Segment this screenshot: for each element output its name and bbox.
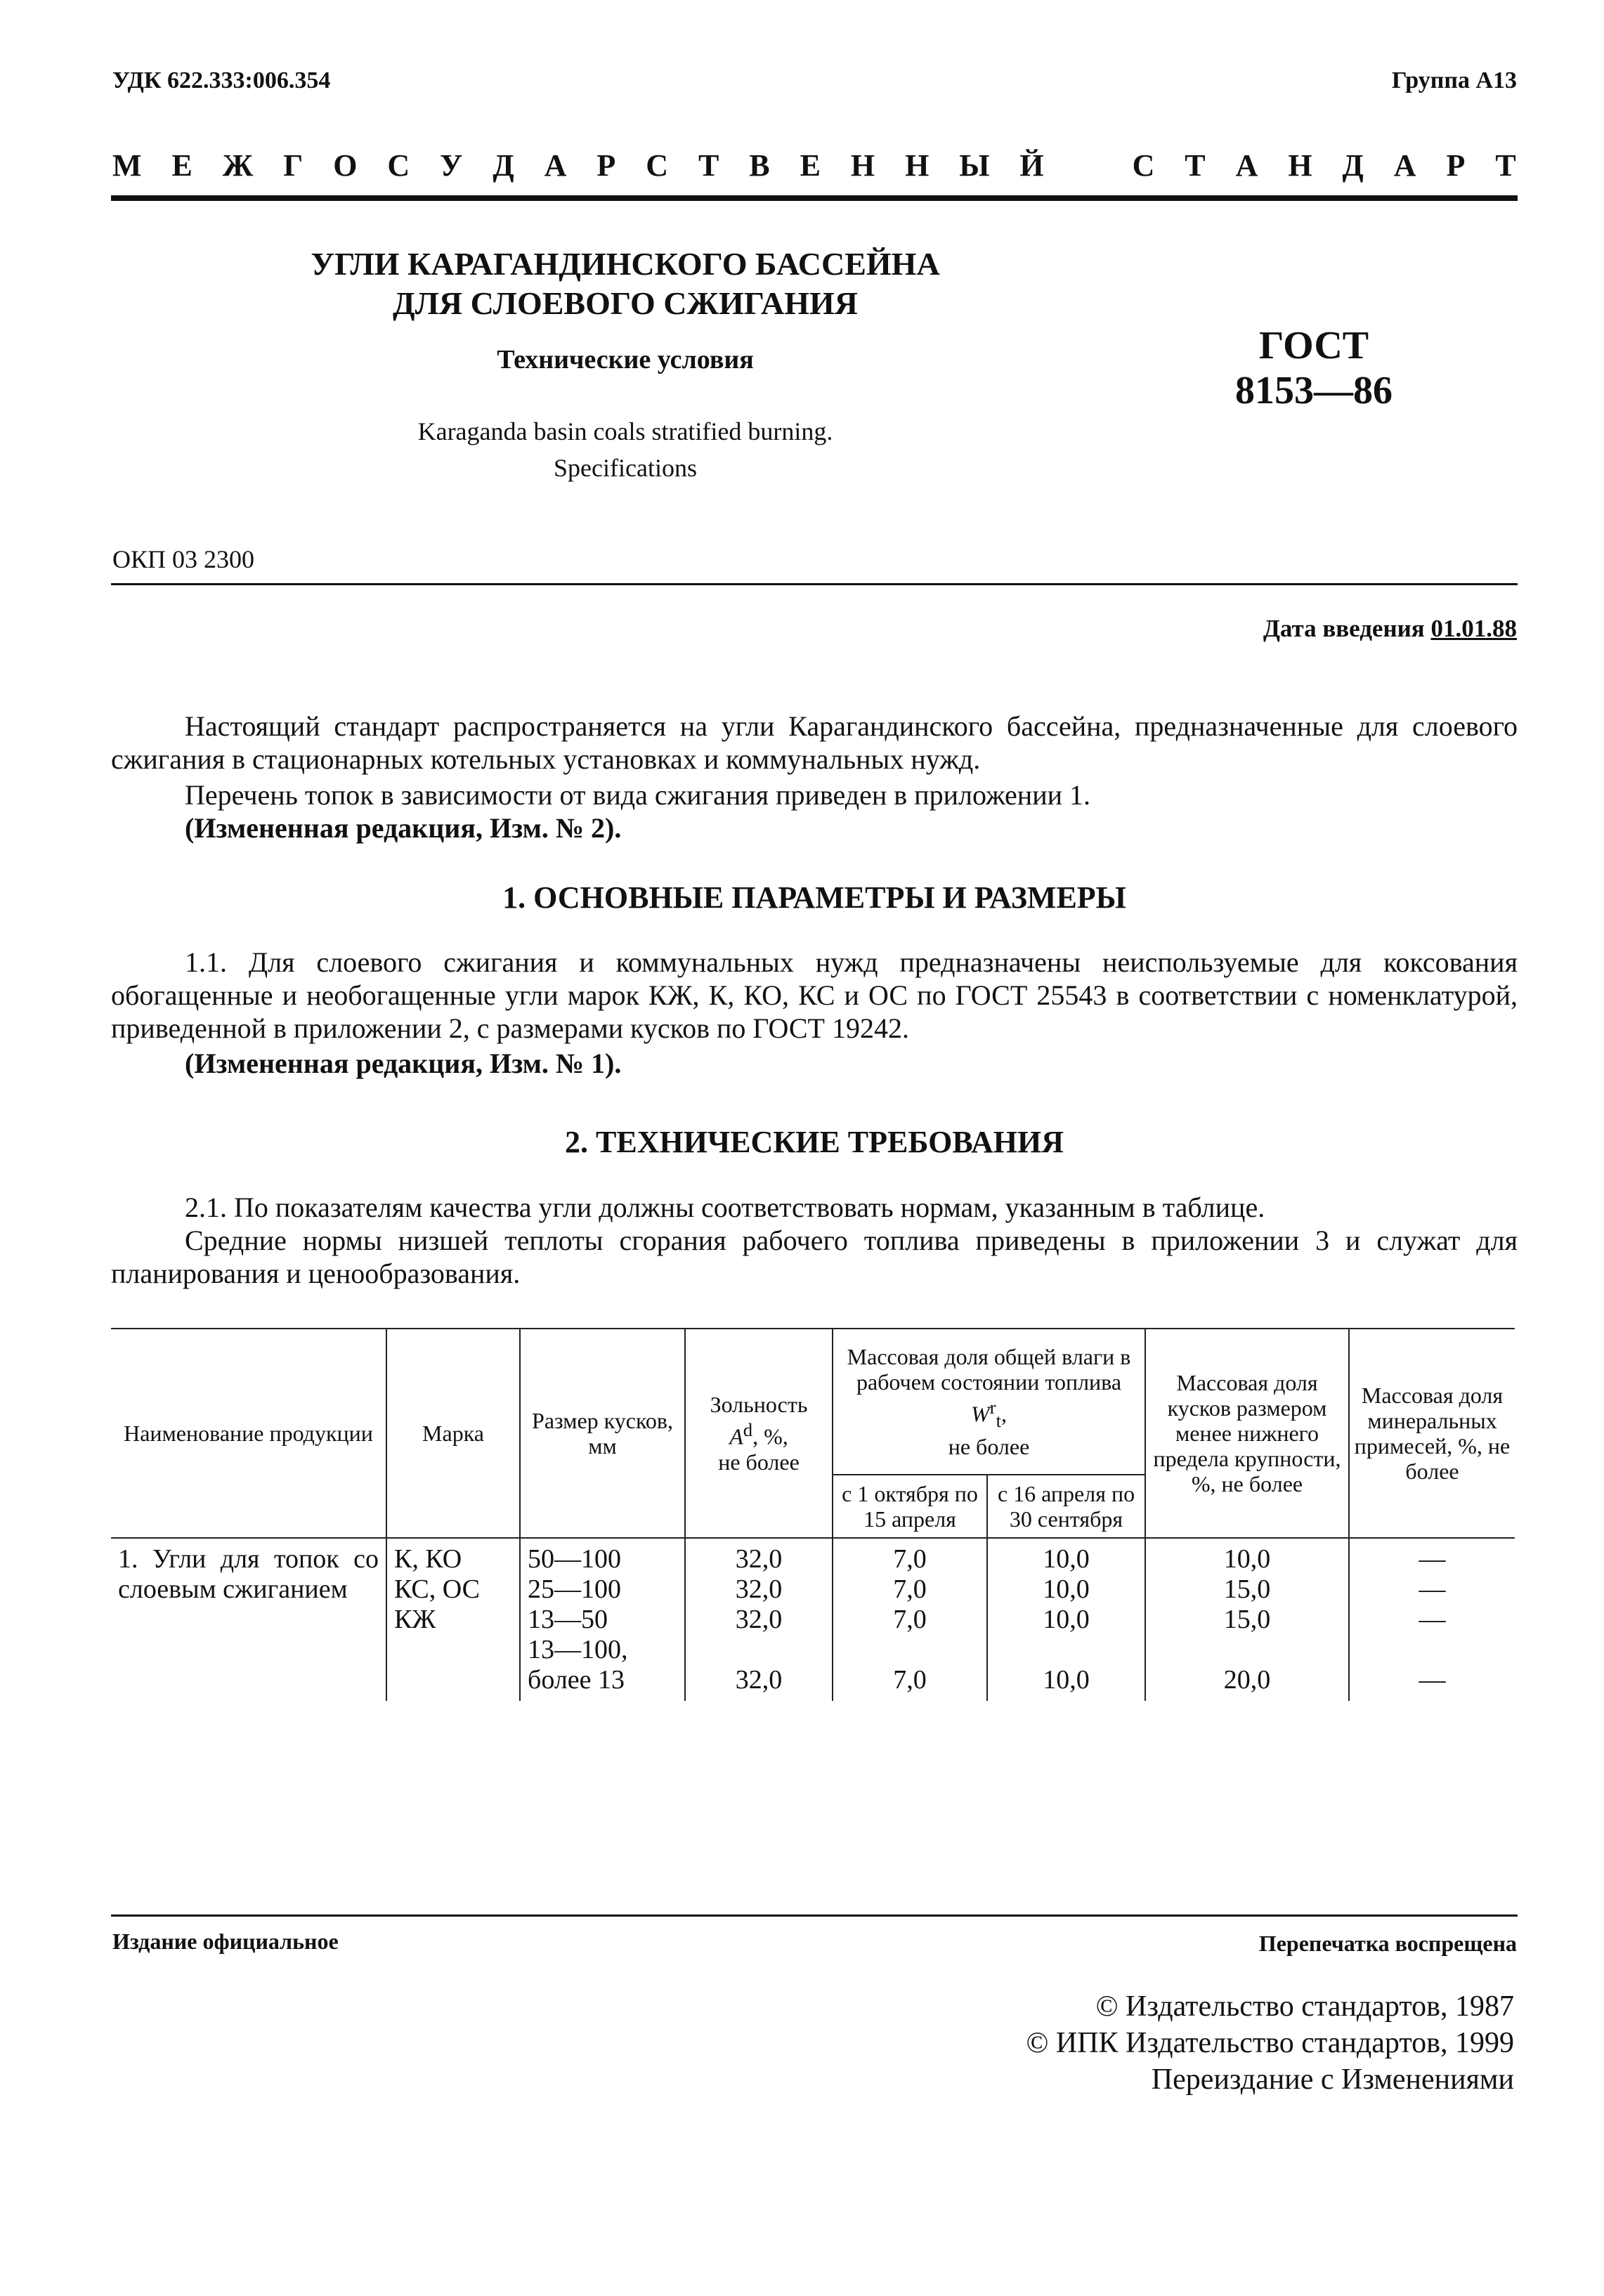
banner-letter: С: [1132, 148, 1155, 183]
copyright-line-1: © Издательство стандартов, 1987: [1095, 1990, 1514, 2023]
okp-rule: [111, 583, 1518, 585]
banner-letter: А: [1393, 148, 1416, 183]
header-rule: [111, 195, 1518, 201]
section-2-paragraph-2: Средние нормы низшей теплоты сгорания рабочего топлива приведены в приложении 3 и служат для планирования и ценообразования.: [111, 1225, 1518, 1289]
product-name-cell: 1. Угли для топок со слоевым сжиганием: [111, 1538, 386, 1701]
amendment-note-2: (Измененная редакция, Изм. № 2).: [185, 812, 622, 844]
moisture-winter-cell: 7,0: [833, 1665, 987, 1701]
title-line-2: ДЛЯ СЛОЕВОГО СЖИГАНИЯ: [392, 285, 859, 321]
ash-cell: 32,0: [685, 1605, 833, 1635]
standard-banner: [112, 148, 1516, 183]
header-ash-content: Зольность $A^d$, %, не более: [685, 1329, 833, 1538]
document-title: [253, 244, 998, 323]
fines-cell: [1145, 1635, 1349, 1665]
banner-letter: М: [112, 148, 142, 183]
banner-letter: Т: [698, 148, 719, 183]
banner-letter: У: [440, 148, 463, 183]
header-product-name: Наименование продукции: [111, 1329, 386, 1538]
fines-cell: 20,0: [1145, 1665, 1349, 1701]
effective-date-value: 01.01.88: [1430, 615, 1517, 642]
banner-gap: [1074, 148, 1102, 183]
mineral-cell: —: [1349, 1574, 1515, 1605]
banner-letter: Й: [1019, 148, 1044, 183]
header-moisture-summer: с 16 апреля по 30 сентября: [987, 1475, 1145, 1538]
english-title-line-1: Karaganda basin coals stratified burning.: [417, 417, 833, 445]
grade-cell: [386, 1665, 520, 1701]
header-mineral-share: Массовая доля минеральных примесей, %, не более: [1349, 1329, 1515, 1538]
section-2-paragraph-1: 2.1. По показателям качества угли должны соответствовать нормам, указанным в таблице.: [185, 1192, 1265, 1223]
moisture-summer-cell: [987, 1635, 1145, 1665]
size-cell: более 13: [520, 1665, 685, 1701]
fines-cell: 10,0: [1145, 1538, 1349, 1574]
banner-letter: Ы: [959, 148, 990, 183]
banner-letter: О: [333, 148, 358, 183]
english-title-line-2: Specifications: [554, 454, 697, 482]
size-cell: 50—100: [520, 1538, 685, 1574]
quality-norms-table: [111, 1328, 1515, 1701]
banner-letter: В: [749, 148, 770, 183]
ash-cell: 32,0: [685, 1665, 833, 1701]
header-grade: Марка: [386, 1329, 520, 1538]
banner-letter: С: [387, 148, 410, 183]
moisture-summer-cell: 10,0: [987, 1605, 1145, 1635]
banner-letter: Н: [905, 148, 930, 183]
gost-code: 8153—86: [1235, 369, 1393, 412]
ash-cell: 32,0: [685, 1538, 833, 1574]
banner-letter: Е: [171, 148, 193, 183]
banner-letter: Г: [283, 148, 304, 183]
size-cell: 25—100: [520, 1574, 685, 1605]
english-title: [253, 413, 998, 486]
grade-cell: КС, ОС: [386, 1574, 520, 1605]
banner-letter: Н: [1288, 148, 1312, 183]
copyright-line-2: © ИПК Издательство стандартов, 1999: [1026, 2027, 1514, 2059]
mineral-cell: —: [1349, 1605, 1515, 1635]
footer-rule: [111, 1915, 1518, 1917]
effective-date: [1263, 615, 1517, 643]
table-row: [111, 1538, 1515, 1574]
udk-code: УДК 622.333:006.354: [112, 67, 331, 93]
ash-cell: 32,0: [685, 1574, 833, 1605]
moisture-summer-cell: 10,0: [987, 1665, 1145, 1701]
banner-letter: Н: [850, 148, 875, 183]
header-moisture-winter: с 1 октября по 15 апреля: [833, 1475, 987, 1538]
okp-code: ОКП 03 2300: [112, 545, 255, 573]
banner-letter: С: [646, 148, 668, 183]
banner-letter: Е: [800, 148, 821, 183]
moisture-winter-cell: 7,0: [833, 1538, 987, 1574]
group-code: Группа А13: [1391, 67, 1517, 93]
moisture-winter-cell: 7,0: [833, 1605, 987, 1635]
moisture-winter-cell: 7,0: [833, 1574, 987, 1605]
copyright-block: [1026, 1988, 1514, 2098]
document-subtitle: Технические условия: [497, 345, 754, 374]
banner-letter: Т: [1185, 148, 1206, 183]
moisture-winter-cell: [833, 1635, 987, 1665]
section-2-heading: 2. ТЕХНИЧЕСКИЕ ТРЕБОВАНИЯ: [565, 1125, 1064, 1159]
section-1-paragraph: 1.1. Для слоевого сжигания и коммунальных нужд предназначены неиспользуемые для коксования обогащенные и необогащенные угли марок КЖ, К, КО, КС и ОС по ГОСТ 25543 в соответствии с номенклатурой, приведенной в приложении 2, с размерами кусков по ГОСТ 19242.: [111, 946, 1518, 1044]
section-1-heading: 1. ОСНОВНЫЕ ПАРАМЕТРЫ И РАЗМЕРЫ: [502, 880, 1126, 915]
mineral-cell: [1349, 1635, 1515, 1665]
banner-letter: Ж: [222, 148, 254, 183]
header-fines-share: Массовая доля кусков размером менее нижнего предела крупности, %, не более: [1145, 1329, 1349, 1538]
intro-paragraph-1: Настоящий стандарт распространяется на угли Карагандинского бассейна, предназначенные для слоевого сжигания в стационарных котельных установках и коммунальных нужд.: [111, 710, 1518, 775]
banner-letter: А: [544, 148, 567, 183]
header-moisture: Массовая доля общей влаги в рабочем состоянии топлива $W^r_t$, не более: [833, 1329, 1145, 1475]
intro-paragraph-2: Перечень топок в зависимости от вида сжигания приведен в приложении 1.: [185, 779, 1091, 811]
banner-letter: Д: [1342, 148, 1364, 183]
reissue-note: Переиздание с Изменениями: [1151, 2063, 1514, 2096]
mineral-cell: —: [1349, 1538, 1515, 1574]
official-edition-label: Издание официальное: [112, 1929, 339, 1954]
banner-letter: Д: [493, 148, 514, 183]
mineral-cell: —: [1349, 1665, 1515, 1701]
moisture-summer-cell: 10,0: [987, 1574, 1145, 1605]
fines-cell: 15,0: [1145, 1574, 1349, 1605]
gost-number: [1194, 323, 1433, 413]
gost-label: ГОСТ: [1258, 324, 1369, 367]
grade-cell: КЖ: [386, 1605, 520, 1635]
banner-letter: Р: [596, 148, 616, 183]
ash-cell: [685, 1635, 833, 1665]
moisture-summer-cell: 10,0: [987, 1538, 1145, 1574]
size-cell: 13—100,: [520, 1635, 685, 1665]
banner-letter: Т: [1495, 148, 1516, 183]
effective-date-label: Дата введения: [1263, 615, 1425, 642]
fines-cell: 15,0: [1145, 1605, 1349, 1635]
header-lump-size: Размер кусков, мм: [520, 1329, 685, 1538]
no-reprint-label: Перепечатка воспрещена: [1258, 1931, 1517, 1956]
banner-letter: Р: [1446, 148, 1466, 183]
grade-cell: [386, 1635, 520, 1665]
grade-cell: К, КО: [386, 1538, 520, 1574]
title-line-1: УГЛИ КАРАГАНДИНСКОГО БАССЕЙНА: [311, 246, 940, 282]
size-cell: 13—50: [520, 1605, 685, 1635]
amendment-note-1: (Измененная редакция, Изм. № 1).: [185, 1048, 622, 1079]
banner-letter: А: [1235, 148, 1258, 183]
